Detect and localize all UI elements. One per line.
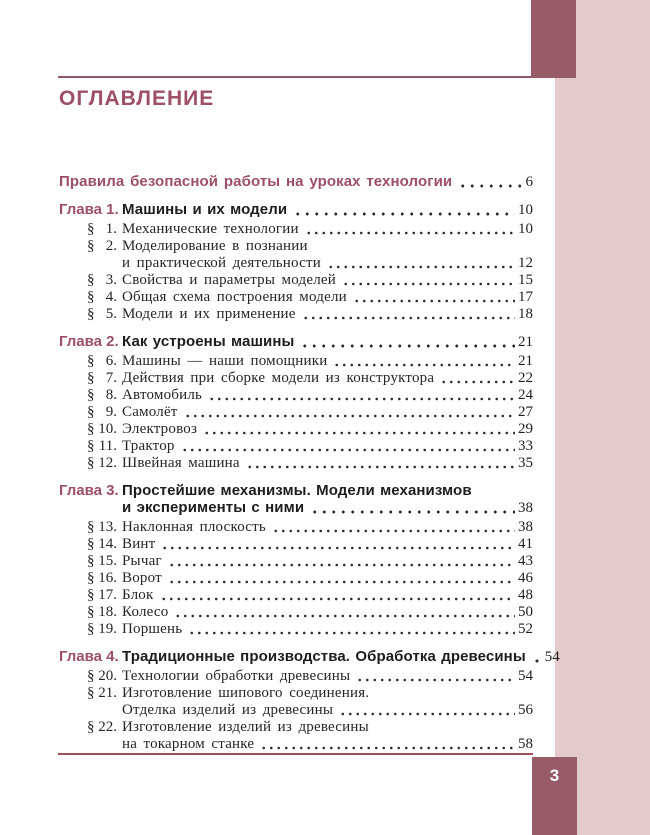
section-label [87, 438, 117, 455]
toc-entry-line [59, 719, 533, 736]
entry-page-number: 52 [518, 621, 533, 637]
entry-title: Машины и их модели [122, 201, 288, 218]
toc-entry-line [59, 173, 533, 191]
entry-page-number: 24 [518, 387, 533, 403]
toc-entry [59, 387, 533, 404]
section-number: 1. [105, 221, 117, 237]
chapter-label: Глава 1. [59, 201, 119, 218]
entry-page-number: 33 [518, 438, 533, 454]
entry-title: Действия при сборке модели из конструктора [122, 370, 435, 386]
entry-page-number: 12 [518, 255, 533, 271]
dot-leader [161, 546, 515, 550]
toc-entry-line [59, 736, 533, 753]
section-symbol: § [87, 438, 95, 454]
section-symbol: § [87, 719, 95, 735]
dot-leader [160, 597, 516, 601]
toc-entry [59, 536, 533, 553]
section-symbol: § [87, 553, 95, 569]
section-symbol: § [87, 604, 95, 620]
dot-leader [356, 678, 515, 682]
toc-entry [59, 289, 533, 306]
entry-page-number: 35 [518, 455, 533, 471]
toc-entry-line [59, 221, 533, 238]
section-symbol: § [87, 570, 95, 586]
section-symbol: § [87, 370, 95, 386]
toc-entry-line [59, 272, 533, 289]
toc-entry-line [59, 333, 533, 351]
toc-entry [59, 404, 533, 421]
toc-entry-line [59, 536, 533, 553]
entry-page-number: 54 [544, 649, 560, 665]
entry-page-number: 54 [518, 668, 533, 684]
entry-title: Технологии обработки древесины [122, 668, 351, 684]
header-rule [58, 76, 531, 78]
section-number: 8. [105, 387, 117, 403]
section-symbol: § [87, 221, 95, 237]
dot-leader [203, 431, 515, 435]
toc-entry [59, 719, 533, 753]
toc-entry [59, 333, 533, 351]
section-symbol: § [87, 238, 95, 254]
section-symbol: § [87, 404, 95, 420]
toc-entry [59, 668, 533, 685]
toc-entry-line [59, 387, 533, 404]
section-number: 5. [105, 306, 117, 322]
dot-leader [327, 265, 515, 269]
toc-entry-line [59, 306, 533, 323]
dot-leader [305, 231, 515, 235]
toc-entry [59, 570, 533, 587]
toc-entry-line [59, 587, 533, 604]
section-number: 16. [98, 570, 117, 586]
section-label [87, 289, 117, 306]
entry-title: Самолёт [122, 404, 178, 420]
entry-page-number: 18 [518, 306, 533, 322]
toc-entry [59, 482, 533, 517]
toc-entry-line [59, 201, 533, 219]
entry-title: Трактор [122, 438, 175, 454]
dot-leader [293, 212, 515, 216]
entry-title: Традиционные производства. Обработка древесины [122, 648, 526, 665]
section-number: 13. [98, 519, 117, 535]
page-number: 3 [549, 766, 560, 785]
entry-title: Изготовление шипового соединения. [122, 685, 370, 701]
entry-page-number: 17 [518, 289, 533, 305]
section-symbol: § [87, 272, 95, 288]
toc-entry-line [59, 668, 533, 685]
section-number: 9. [105, 404, 117, 420]
toc-entry-line [59, 370, 533, 387]
page-title: ОГЛАВЛЕНИЕ [59, 87, 215, 110]
entry-title-continued: и практической деятельности [122, 255, 321, 271]
entry-page-number: 22 [518, 370, 533, 386]
toc-entry [59, 201, 533, 219]
section-label [87, 455, 117, 472]
entry-title: Модели и их применение [122, 306, 296, 322]
section-number: 7. [105, 370, 117, 386]
entry-title: Свойства и параметры моделей [122, 272, 336, 288]
entry-title: Швейная машина [122, 455, 240, 471]
section-symbol: § [87, 685, 95, 701]
section-label [87, 238, 117, 255]
section-symbol: § [87, 519, 95, 535]
toc-entry [59, 604, 533, 621]
toc-entry [59, 306, 533, 323]
toc-entry [59, 272, 533, 289]
toc-entry [59, 421, 533, 438]
section-number: 3. [105, 272, 117, 288]
section-label [87, 587, 117, 604]
section-label [87, 353, 117, 370]
entry-page-number: 43 [518, 553, 533, 569]
entry-title-continued: Отделка изделий из древесины [122, 702, 334, 718]
section-label [87, 404, 117, 421]
section-label [87, 421, 117, 438]
entry-title: Общая схема построения модели [122, 289, 347, 305]
toc-entry [59, 685, 533, 719]
dot-leader [184, 414, 515, 418]
section-label [87, 306, 117, 323]
dot-leader [272, 529, 515, 533]
section-label [87, 519, 117, 536]
toc-entry [59, 221, 533, 238]
dot-leader [339, 712, 515, 716]
dot-leader [302, 316, 515, 320]
section-number: 10. [98, 421, 117, 437]
entry-title: Электровоз [122, 421, 198, 437]
entry-page-number: 21 [518, 334, 533, 350]
toc-entry-line [59, 702, 533, 719]
section-number: 17. [98, 587, 117, 603]
entry-title: Машины — наши помощники [122, 353, 328, 369]
entry-page-number: 29 [518, 421, 533, 437]
toc-entry-line [59, 621, 533, 638]
toc-entry-line [59, 570, 533, 587]
section-label [87, 221, 117, 238]
entry-page-number: 50 [518, 604, 533, 620]
section-number: 18. [98, 604, 117, 620]
toc-entry-line [59, 553, 533, 570]
entry-page-number: 27 [518, 404, 533, 420]
toc-entry-line [59, 685, 533, 702]
toc-entry-line [59, 289, 533, 306]
entry-title: Моделирование в познании [122, 238, 308, 254]
section-label [87, 719, 117, 736]
dot-leader [246, 465, 515, 469]
toc-entry-line [59, 238, 533, 255]
entry-title: Наклонная плоскость [122, 519, 266, 535]
section-symbol: § [87, 289, 95, 305]
toc-entry [59, 438, 533, 455]
section-number: 19. [98, 621, 117, 637]
section-label [87, 621, 117, 638]
toc-entry-line [59, 353, 533, 370]
toc-entry-line [59, 421, 533, 438]
toc-entry [59, 648, 560, 666]
section-symbol: § [87, 455, 95, 471]
section-number: 4. [105, 289, 117, 305]
section-symbol: § [87, 353, 95, 369]
chapter-label: Глава 4. [59, 648, 119, 665]
section-number: 6. [105, 353, 117, 369]
entry-page-number: 10 [518, 221, 533, 237]
section-symbol: § [87, 587, 95, 603]
entry-title: Рычаг [122, 553, 162, 569]
dot-leader [333, 363, 515, 367]
dot-leader [181, 448, 515, 452]
entry-title: Правила безопасной работы на уроках технологии [59, 173, 453, 190]
section-label [87, 536, 117, 553]
entry-title: Изготовление изделий из древесины [122, 719, 369, 735]
dot-leader [300, 344, 515, 348]
toc-entry-line [59, 404, 533, 421]
entry-title: Ворот [122, 570, 162, 586]
section-label [87, 387, 117, 404]
entry-page-number: 15 [518, 272, 533, 288]
section-symbol: § [87, 536, 95, 552]
entry-title: Поршень [122, 621, 183, 637]
dot-leader [208, 397, 515, 401]
bottom-corner-tab [532, 757, 577, 835]
chapter-label: Глава 2. [59, 333, 119, 350]
toc-list [59, 173, 560, 753]
toc-entry-line [59, 255, 533, 272]
entry-title-continued: на токарном станке [122, 736, 255, 752]
entry-page-number: 41 [518, 536, 533, 552]
entry-page-number: 46 [518, 570, 533, 586]
dot-leader [440, 380, 515, 384]
dot-leader [168, 580, 515, 584]
toc-entry [59, 621, 533, 638]
toc-entry [59, 553, 533, 570]
section-symbol: § [87, 668, 95, 684]
section-label [87, 570, 117, 587]
toc-entry [59, 173, 533, 191]
dot-leader [168, 563, 515, 567]
toc-entry-line [59, 438, 533, 455]
section-label [87, 272, 117, 289]
entry-page-number: 56 [518, 702, 533, 718]
entry-page-number: 48 [518, 587, 533, 603]
toc-entry-line [59, 519, 533, 536]
toc-entry-line [59, 455, 533, 472]
dot-leader [310, 510, 515, 514]
dot-leader [532, 659, 542, 663]
toc-entry [59, 519, 533, 536]
entry-title: Блок [122, 587, 154, 603]
entry-page-number: 10 [518, 202, 533, 218]
section-label [87, 604, 117, 621]
toc-entry [59, 238, 533, 272]
entry-title: Колесо [122, 604, 169, 620]
dot-leader [188, 631, 515, 635]
section-number: 15. [98, 553, 117, 569]
dot-leader [260, 746, 515, 750]
toc-entry-line [59, 604, 533, 621]
entry-title: Автомобиль [122, 387, 203, 403]
section-symbol: § [87, 387, 95, 403]
entry-title: Винт [122, 536, 156, 552]
section-number: 20. [98, 668, 117, 684]
section-symbol: § [87, 421, 95, 437]
toc-entry [59, 370, 533, 387]
entry-title: Механические технологии [122, 221, 299, 237]
toc-entry [59, 587, 533, 604]
dot-leader [174, 614, 515, 618]
section-label [87, 370, 117, 387]
dot-leader [458, 184, 522, 188]
footer-rule [58, 753, 533, 755]
entry-title: Простейшие механизмы. Модели механизмов [122, 482, 472, 499]
entry-page-number: 38 [518, 519, 533, 535]
section-number: 11. [98, 438, 117, 454]
dot-leader [353, 299, 515, 303]
section-symbol: § [87, 621, 95, 637]
toc-entry [59, 455, 533, 472]
section-symbol: § [87, 306, 95, 322]
chapter-label: Глава 3. [59, 482, 119, 499]
section-label [87, 685, 117, 702]
section-number: 21. [98, 685, 117, 701]
toc-entry-line [59, 499, 533, 517]
entry-title: Как устроены машины [122, 333, 295, 350]
section-label [87, 553, 117, 570]
entry-page-number: 58 [518, 736, 533, 752]
toc-entry-line [59, 482, 533, 499]
section-number: 2. [105, 238, 117, 254]
section-number: 22. [98, 719, 117, 735]
entry-page-number: 38 [518, 500, 533, 516]
toc-entry-line [59, 648, 560, 666]
toc-entry [59, 353, 533, 370]
top-corner-tab [531, 0, 576, 78]
entry-page-number: 21 [518, 353, 533, 369]
dot-leader [342, 282, 515, 286]
section-number: 12. [98, 455, 117, 471]
entry-page-number: 6 [525, 174, 533, 190]
section-number: 14. [98, 536, 117, 552]
entry-title-continued: и эксперименты с ними [122, 499, 305, 516]
section-label [87, 668, 117, 685]
